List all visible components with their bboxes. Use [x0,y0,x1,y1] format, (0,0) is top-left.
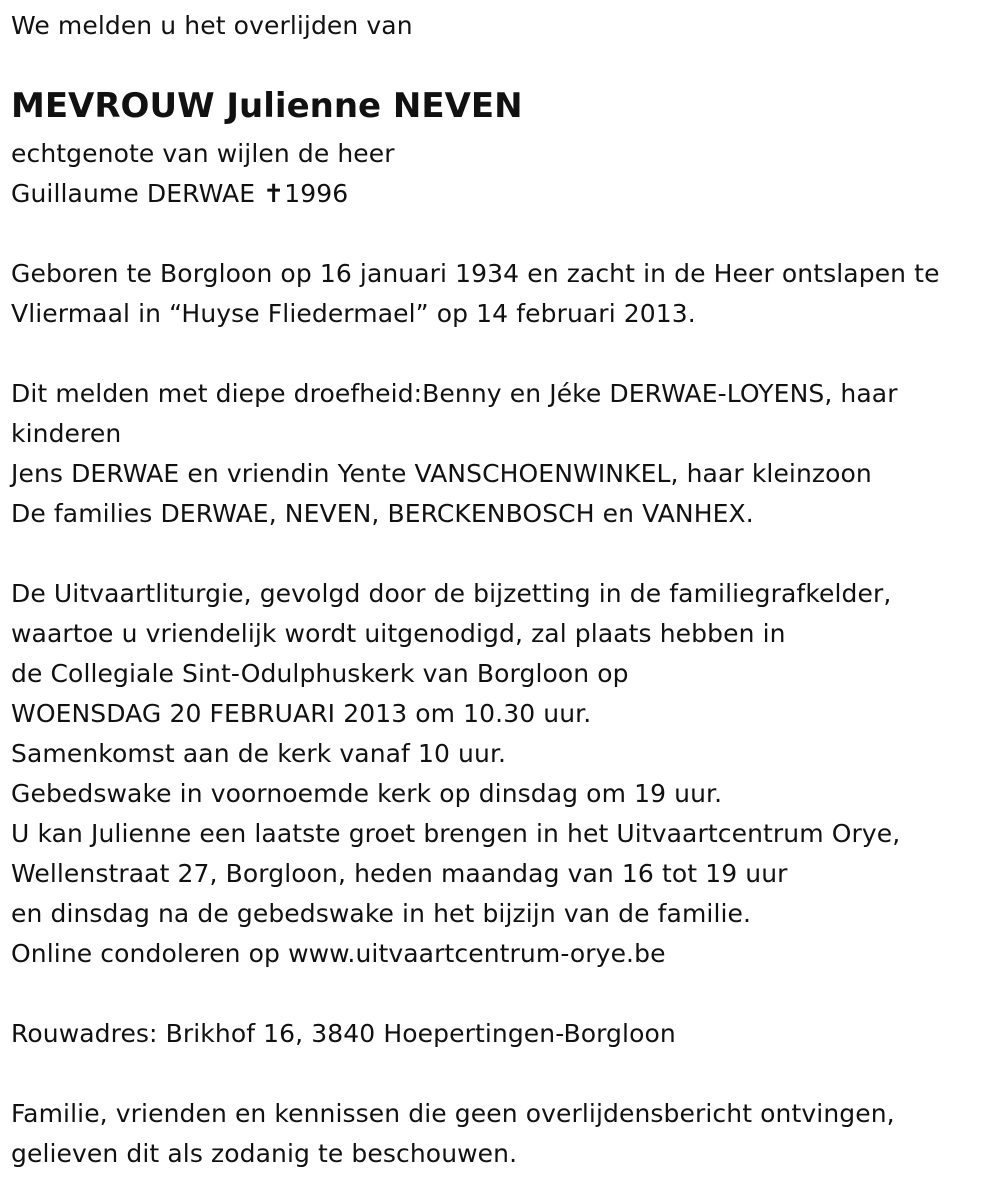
funeral-line-6: Gebedswake in voornoemde kerk op dinsdag om 19 uur. [11,779,723,808]
spouse-name: Guillaume DERWAE [11,179,264,208]
birth-death-line-2: Vliermaal in “Huyse Fliedermael” op 14 februari 2013. [11,299,696,328]
mourners-line-2: kinderen [11,419,122,448]
closing-line-2: gelieven dit als zodanig te beschouwen. [11,1139,518,1168]
mourners-line-4: De families DERWAE, NEVEN, BERCKENBOSCH en VANHEX. [11,499,754,528]
funeral-line-7: U kan Julienne een laatste groet brengen in het Uitvaartcentrum Orye, [11,819,901,848]
funeral-line-10: Online condoleren op www.uitvaartcentrum-orye.be [11,939,666,968]
funeral-line-8: Wellenstraat 27, Borgloon, heden maandag van 16 tot 19 uur [11,859,788,888]
mourning-address: Rouwadres: Brikhof 16, 3840 Hoepertingen-Borgloon [11,1019,676,1048]
spouse-death-year: 1996 [284,179,349,208]
spouse-name-line [11,174,348,214]
funeral-line-2: waartoe u vriendelijk wordt uitgenodigd, zal plaats hebben in [11,619,786,648]
funeral-line-3: de Collegiale Sint-Odulphuskerk van Borgloon op [11,659,629,688]
birth-death-line-1: Geboren te Borgloon op 16 januari 1934 en zacht in de Heer ontslapen te [11,259,940,288]
mourners-line-1: Dit melden met diepe droefheid:Benny en Jéke DERWAE-LOYENS, haar [11,379,898,408]
intro-text: We melden u het overlijden van [11,11,413,40]
mourners-line-3: Jens DERWAE en vriendin Yente VANSCHOENWINKEL, haar kleinzoon [11,459,872,488]
funeral-line-4: WOENSDAG 20 FEBRUARI 2013 om 10.30 uur. [11,699,592,728]
closing-line-1: Familie, vrienden en kennissen die geen overlijdensbericht ontvingen, [11,1099,895,1128]
deceased-name: MEVROUW Julienne NEVEN [11,86,523,126]
cross-icon: ✝ [263,179,285,208]
funeral-line-9: en dinsdag na de gebedswake in het bijzijn van de familie. [11,899,752,928]
funeral-line-1: De Uitvaartliturgie, gevolgd door de bijzetting in de familiegrafkelder, [11,579,892,608]
spouse-line: echtgenote van wijlen de heer [11,139,395,168]
funeral-line-5: Samenkomst aan de kerk vanaf 10 uur. [11,739,507,768]
